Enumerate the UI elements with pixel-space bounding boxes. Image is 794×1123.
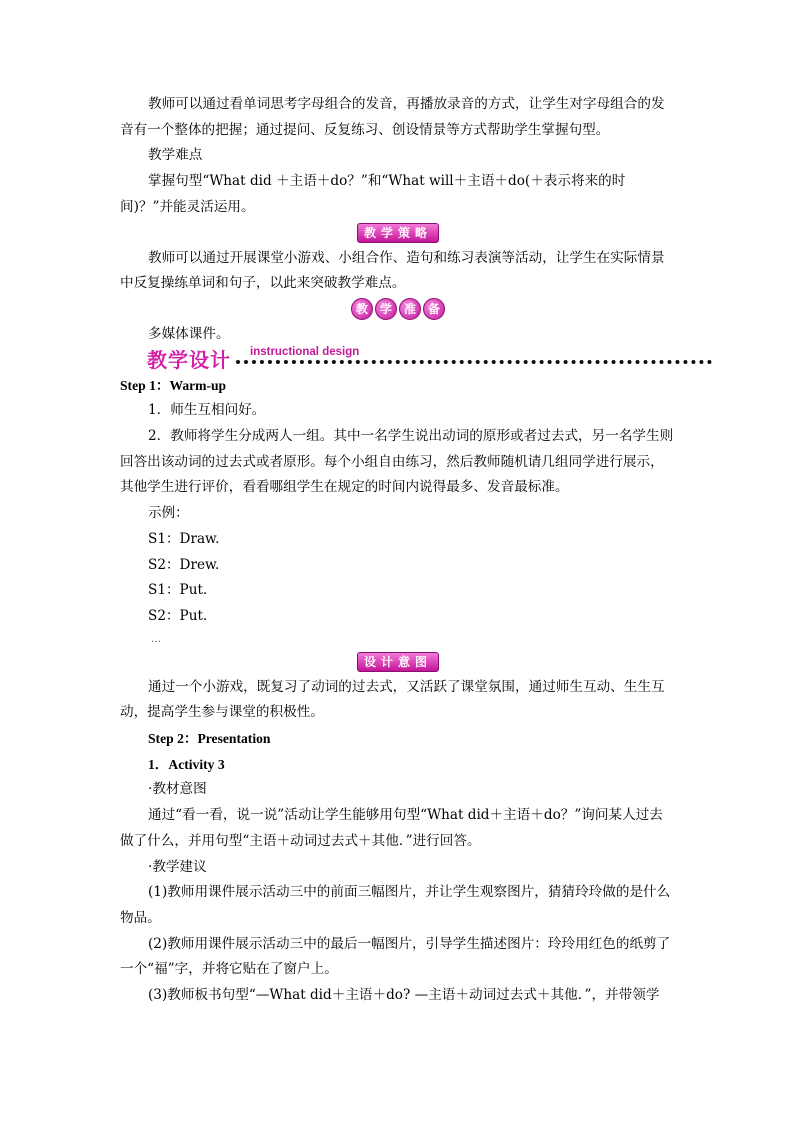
intent-badge: 设计意图	[357, 652, 439, 672]
dotted-divider	[236, 360, 712, 364]
step1-title: Step 1：Warm-up	[120, 377, 227, 393]
suggest-label: ·教学建议	[148, 858, 207, 875]
strategy-banner	[120, 221, 676, 246]
intent-paragraph: 通过一个小游戏，既复习了动词的过去式，又活跃了课堂氛围，通过师生互动、生生互动，提高学生参与课堂的积极性。	[120, 678, 665, 721]
design-title: 教学设计	[147, 347, 231, 372]
prepare-badge-char: 教	[351, 298, 373, 320]
activity-title: 1．Activity 3	[148, 756, 225, 772]
example-line: S2：Put.	[148, 607, 208, 624]
example-line: S1：Put.	[148, 582, 208, 599]
example-line: S2：Drew.	[148, 556, 220, 573]
prepare-badge	[351, 298, 445, 320]
design-header	[116, 345, 712, 373]
prepare-badge-char: 学	[375, 298, 397, 320]
prepare-badge-char: 准	[399, 298, 421, 320]
ellipsis: …	[151, 633, 161, 645]
intro-paragraph: 教师可以通过看单词思考字母组合的发音，再播放录音的方式，让学生对字母组合的发音有一个整体的把握；通过提问、反复练习、创设情景等方式帮助学生掌握句型。	[120, 96, 665, 138]
prepare-paragraph: 多媒体课件。	[148, 325, 230, 342]
example-line: S1：Draw.	[148, 530, 220, 547]
suggestion-3: (3)教师板书句型“—What did＋主语＋do? —主语＋动词过去式＋其他．”，并带领学	[148, 987, 660, 1004]
strategy-badge: 教学策略	[357, 223, 439, 243]
document-page	[120, 92, 676, 1009]
step1-item2: 2．教师将学生分成两人一组。其中一名学生说出动词的原形或者过去式，另一名学生则回答出该动词的过去式或者原形。每个小组自由练习，然后教师随机请几组同学进行展示，其他学生进行评价，看看哪组学生在规定的时间内说得最多、发音最标准。	[120, 428, 674, 496]
difficulty-paragraph: 掌握句型“What did ＋主语＋do？”和“What will＋主语＋do(＋表示将来的时间)？”并能灵活运用。	[120, 173, 626, 215]
material-paragraph: 通过“看一看，说一说”活动让学生能够用句型“What did＋主语＋do？”询问某人过去做了什么，并用句型“主语＋动词过去式＋其他．”进行回答。	[120, 807, 663, 849]
strategy-paragraph: 教师可以通过开展课堂小游戏、小组合作、造句和练习表演等活动，让学生在实际情景中反复操练单词和句子，以此来突破教学难点。	[120, 249, 665, 292]
suggestion-1: (1)教师用课件展示活动三中的前面三幅图片，并让学生观察图片，猜猜玲玲做的是什么物品。	[120, 884, 671, 926]
step1-item1: 1．师生互相问好。	[148, 402, 266, 419]
example-label: 示例：	[148, 505, 189, 522]
prepare-badge-char: 备	[423, 298, 445, 320]
design-subtitle: instructional design	[250, 345, 360, 358]
material-label: ·教材意图	[148, 781, 207, 798]
suggestion-2: (2)教师用课件展示活动三中的最后一幅图片，引导学生描述图片：玲玲用红色的纸剪了一个“福”字，并将它贴在了窗户上。	[120, 935, 671, 978]
intent-banner	[120, 650, 676, 675]
step2-title: Step 2：Presentation	[148, 731, 271, 747]
difficulty-label: 教学难点	[148, 147, 203, 164]
prepare-banner	[120, 297, 676, 322]
